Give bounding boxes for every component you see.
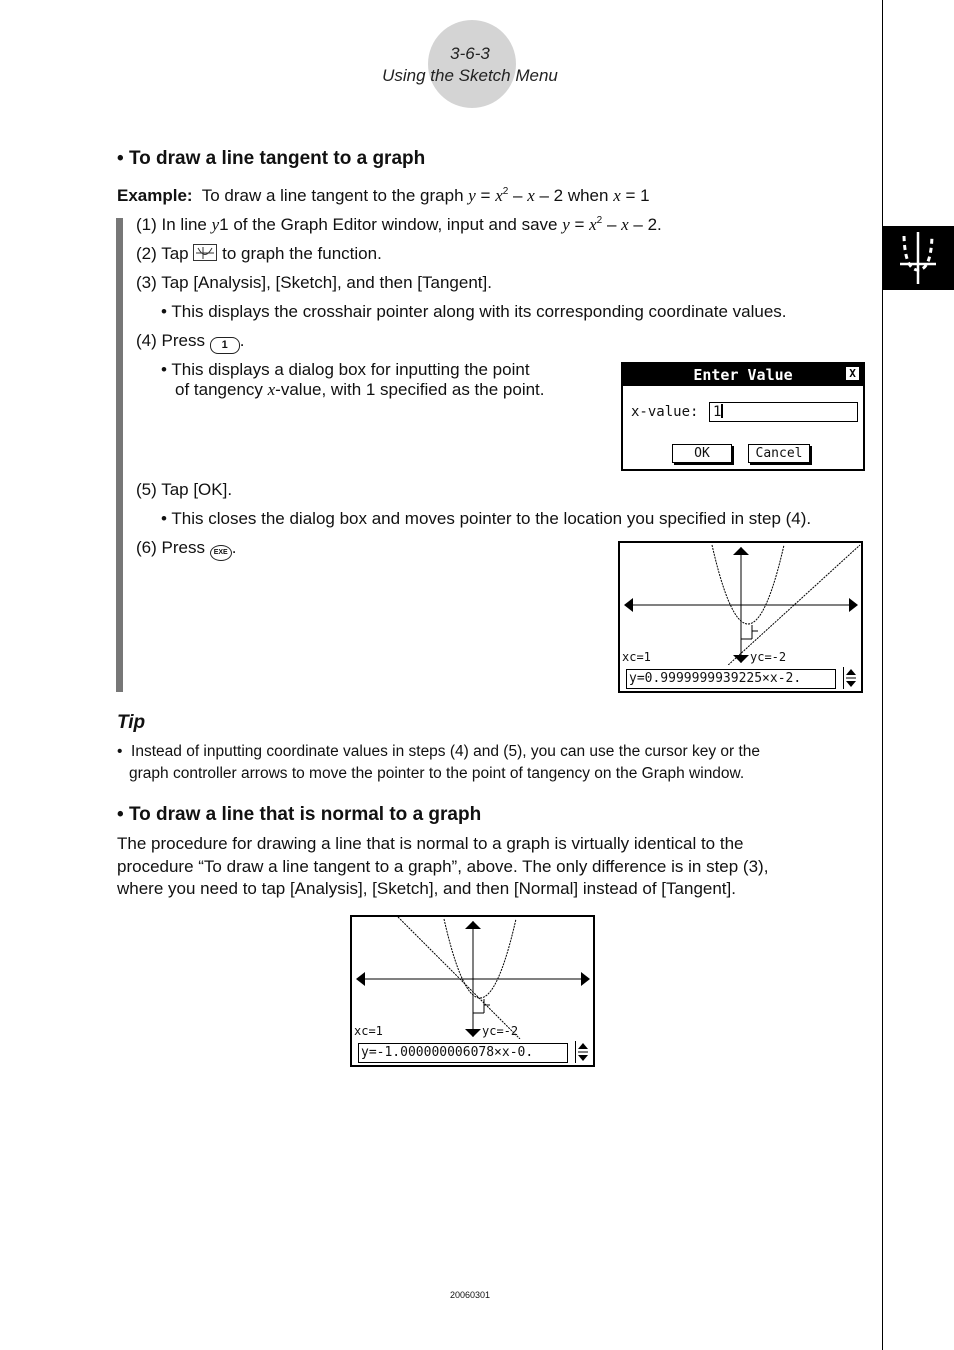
graph-screen-normal xyxy=(350,915,595,1067)
key-1: 1 xyxy=(210,337,240,354)
step-2: (2) Tap to graph the function. xyxy=(136,244,382,263)
normal-paragraph: The procedure for drawing a line that is normal to a graph is virtually identical to the procedure “To draw a line tangent to a graph”, above. The only difference is in step (3), where you need to tap [Analysis], [Sketch], and then [Normal] instead of [Tangent]. xyxy=(117,834,769,898)
step-5: (5) Tap [OK]. xyxy=(136,480,233,499)
tip-title: Tip xyxy=(117,712,146,733)
x-value-label: x-value: xyxy=(631,404,699,420)
cancel-button[interactable]: Cancel xyxy=(748,444,810,463)
ok-button[interactable]: OK xyxy=(672,444,732,463)
graph-plot-tangent xyxy=(620,543,861,665)
xc-readout: xc=1 xyxy=(622,650,651,664)
section-heading-normal: • To draw a line that is normal to a graph xyxy=(117,804,482,825)
step-3-note: • This displays the crosshair pointer along with its corresponding coordinate values. xyxy=(161,302,787,321)
equation-display: y=0.9999999939225×x-2. xyxy=(626,669,836,689)
graph-button-icon xyxy=(193,244,217,261)
step-3: (3) Tap [Analysis], [Sketch], and then [Tangent]. xyxy=(136,273,492,292)
section-heading-tangent: • To draw a line tangent to a graph xyxy=(117,148,426,169)
equation-display: y=-1.000000006078×x-0. xyxy=(358,1043,568,1063)
footer-code: 20060301 xyxy=(449,1290,491,1300)
page-number-circle xyxy=(428,20,516,108)
step-1: (1) In line y1 of the Graph Editor window, input and save $y = x^2 - x - 2$. xyxy=(136,215,662,234)
step-5-note: • This closes the dialog box and moves pointer to the location you specified in step (4). xyxy=(161,509,812,528)
step-4: (4) Press 1 . xyxy=(136,331,244,354)
enter-value-dialog xyxy=(621,362,865,471)
example-line: Example: To draw a line tangent to the graph $y = x^2 - x - 2$ when x = 1 xyxy=(117,186,650,205)
procedure-bar xyxy=(116,218,123,692)
dialog-title: Enter Value xyxy=(623,364,863,386)
graph-screen-tangent xyxy=(618,541,863,693)
step-6: (6) Press EXE . xyxy=(136,538,236,561)
xc-readout: xc=1 xyxy=(354,1024,383,1038)
equation-scroll-button[interactable] xyxy=(843,667,858,689)
equation-scroll-button[interactable] xyxy=(575,1041,590,1063)
yc-readout: yc=-2 xyxy=(750,650,787,664)
x-value-input[interactable]: 1 xyxy=(709,402,858,422)
tip-text: • Instead of inputting coordinate values in steps (4) and (5), you can use the cursor key or the graph controller arrows to move the pointer to the point of tangency on the Graph window. xyxy=(117,743,761,782)
graph-mode-icon xyxy=(883,226,954,290)
dialog-close-button[interactable]: X xyxy=(846,367,859,380)
step-4-note: • This displays a dialog box for inputting the point of tangency x-value, with 1 specified as the point. xyxy=(161,360,545,399)
yc-readout: yc=-2 xyxy=(482,1024,519,1038)
chapter-tab xyxy=(883,226,954,290)
exe-key: EXE xyxy=(210,545,232,561)
graph-plot-normal xyxy=(352,917,593,1039)
page-number: 3-6-3 xyxy=(450,44,490,63)
margin-rule xyxy=(882,0,883,1350)
section-title: Using the Sketch Menu xyxy=(382,66,558,85)
